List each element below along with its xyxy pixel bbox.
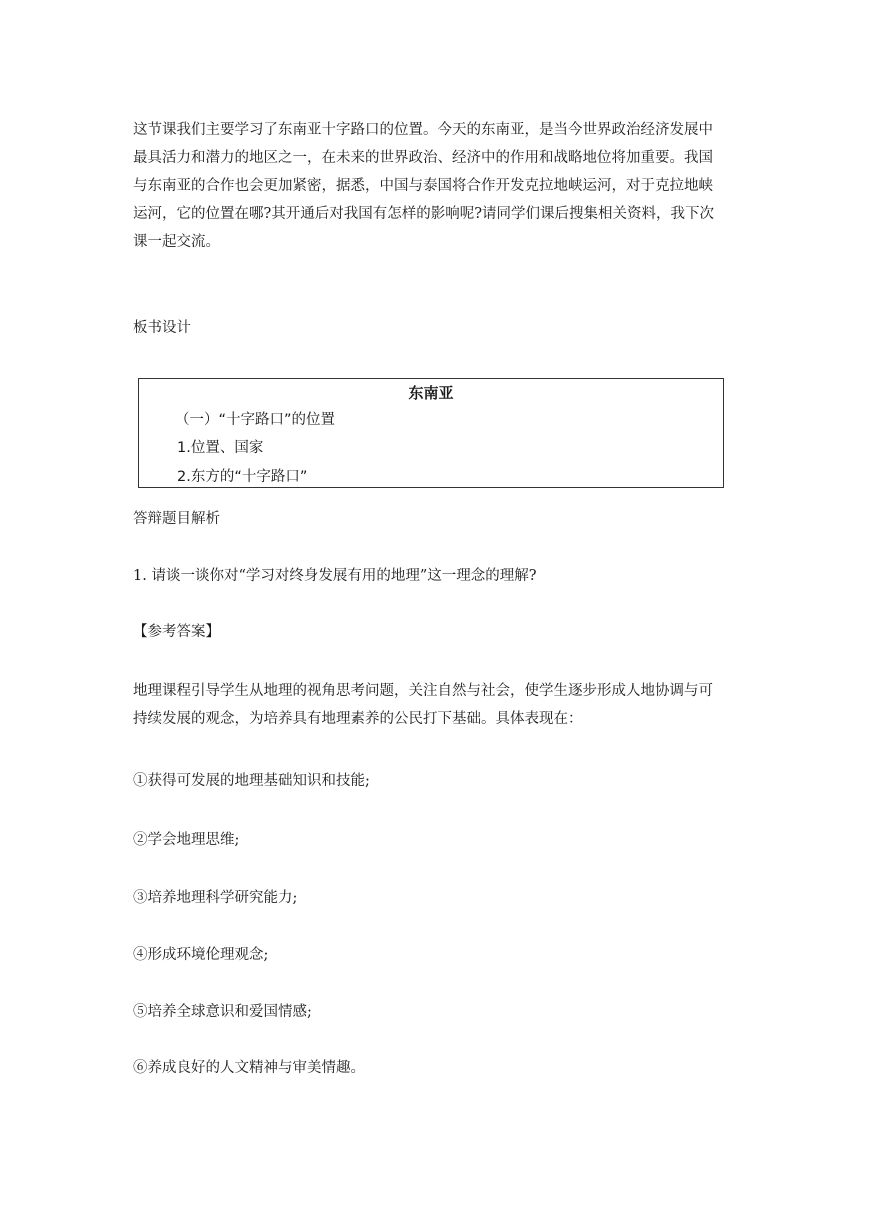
board-line: 2.东方的“十字路口” [177, 469, 308, 485]
blackboard-design-box [138, 378, 724, 488]
defense-heading: 答辩题目解析 [133, 511, 220, 527]
intro-line: 这节课我们主要学习了东南亚十字路口的位置。今天的东南亚，是当今世界政治经济发展中 [133, 122, 713, 138]
intro-line: 与东南亚的合作也会更加紧密，据悉，中国与泰国将合作开发克拉地峡运河，对于克拉地峡 [133, 178, 713, 194]
answer-point: ④形成环境伦理观念; [133, 947, 269, 963]
intro-line: 课一起交流。 [133, 234, 220, 250]
answer-point: ⑤培养全球意识和爱国情感; [133, 1004, 312, 1020]
intro-line: 运河，它的位置在哪?其开通后对我国有怎样的影响呢?请同学们课后搜集相关资料，我下次 [133, 206, 715, 222]
board-design-heading: 板书设计 [133, 320, 191, 336]
reference-answer-heading: 【参考答案】 [133, 624, 220, 640]
answer-point: ③培养地理科学研究能力; [133, 890, 298, 906]
answer-point: ②学会地理思维; [133, 832, 240, 848]
answer-line: 地理课程引导学生从地理的视角思考问题，关注自然与社会，使学生逐步形成人地协调与可 [133, 683, 713, 699]
answer-point: ①获得可发展的地理基础知识和技能; [133, 773, 370, 789]
answer-line: 持续发展的观念，为培养具有地理素养的公民打下基础。具体表现在： [133, 711, 583, 727]
intro-line: 最具活力和潜力的地区之一，在未来的世界政治、经济中的作用和战略地位将加重要。我国 [133, 150, 713, 166]
board-line: 1.位置、国家 [177, 440, 264, 456]
board-title: 东南亚 [408, 384, 454, 402]
question-text: 1. 请谈一谈你对“学习对终身发展有用的地理”这一理念的理解? [133, 568, 537, 584]
answer-paragraph [133, 677, 739, 733]
board-line: （一）“十字路口”的位置 [175, 412, 336, 428]
answer-point: ⑥养成良好的人文精神与审美情趣。 [133, 1060, 365, 1076]
intro-paragraph [133, 116, 739, 256]
